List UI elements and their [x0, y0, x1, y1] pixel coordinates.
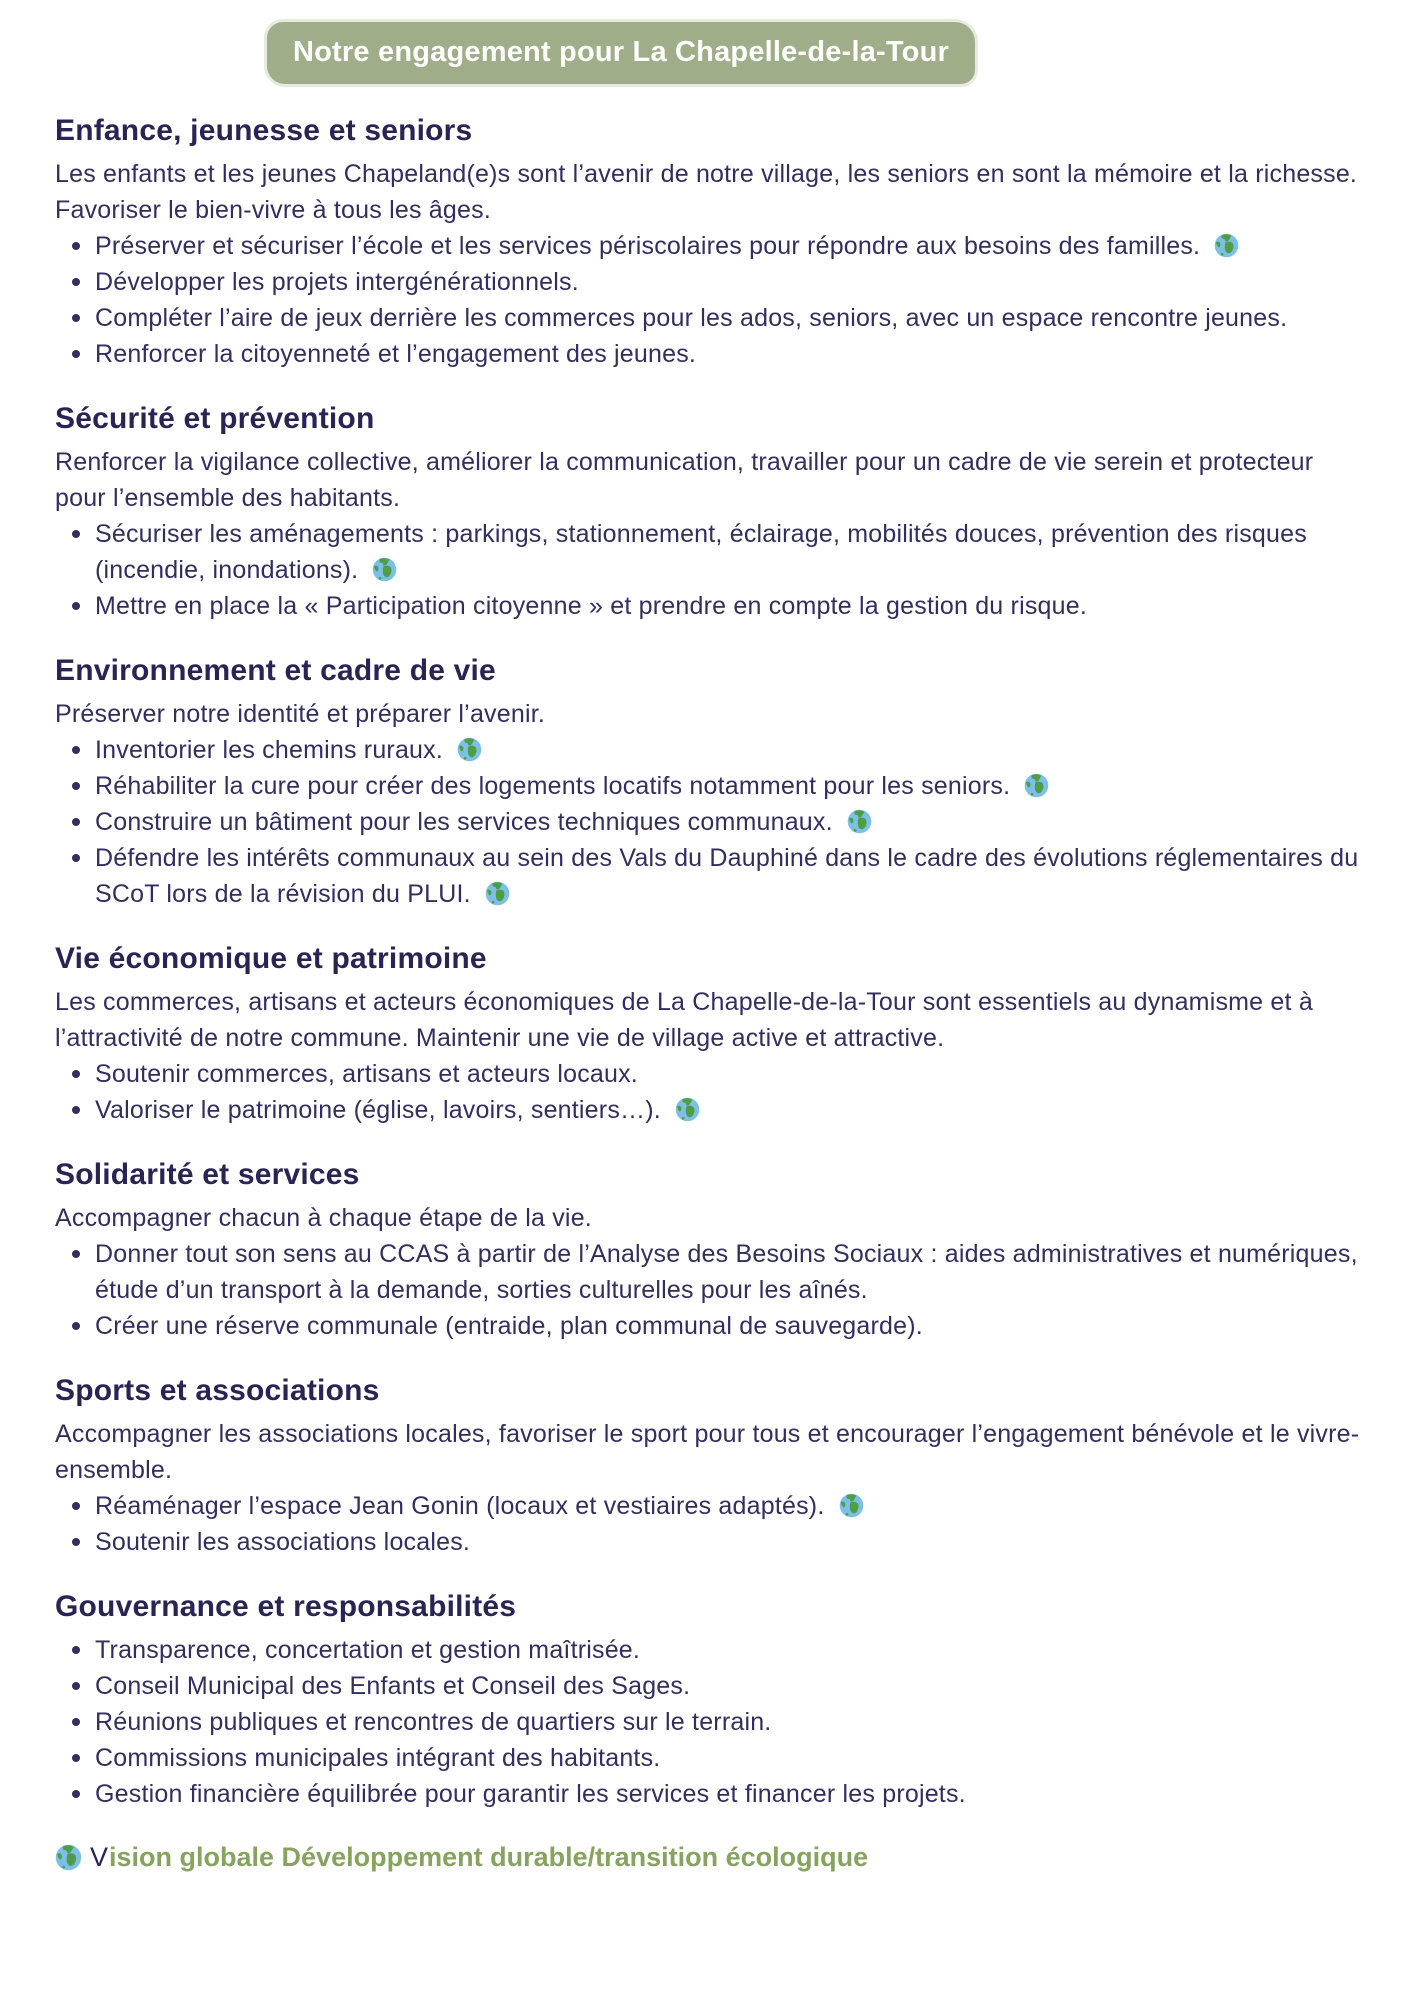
- list-item: [95, 840, 1364, 912]
- section: [55, 942, 1364, 1128]
- list-item: [95, 516, 1364, 588]
- section-intro: Les commerces, artisans et acteurs économiques de La Chapelle-de-la-Tour sont essentiels au dynamisme et à l’attractivité de notre commune. Maintenir une vie de village active et attractive.: [55, 988, 1313, 1052]
- list-item-text: Mettre en place la « Participation citoyenne » et prendre en compte la gestion du risque.: [95, 592, 1087, 620]
- list-item: [95, 228, 1364, 264]
- sections-container: [55, 114, 1364, 1812]
- section-intro: Accompagner chacun à chaque étape de la vie.: [55, 1204, 592, 1232]
- list-item-text: Conseil Municipal des Enfants et Conseil des Sages.: [95, 1672, 691, 1700]
- list-item-text: Soutenir commerces, artisans et acteurs locaux.: [95, 1060, 638, 1088]
- globe-icon: [372, 557, 397, 582]
- globe-icon: [457, 737, 482, 762]
- section: [55, 654, 1364, 912]
- section-title: Environnement et cadre de vie: [55, 654, 496, 687]
- section-bullet-list: [55, 1488, 1364, 1560]
- section-bullet-list: [55, 1632, 1364, 1812]
- globe-icon: [675, 1097, 700, 1122]
- section: [55, 1590, 1364, 1812]
- list-item-text: Réunions publiques et rencontres de quartiers sur le terrain.: [95, 1708, 772, 1736]
- globe-icon: [1024, 773, 1049, 798]
- list-item: [95, 1740, 1364, 1776]
- list-item-text: Compléter l’aire de jeux derrière les commerces pour les ados, seniors, avec un espace rencontre jeunes.: [95, 304, 1288, 332]
- section-intro: Les enfants et les jeunes Chapeland(e)s sont l’avenir de notre village, les seniors en sont la mémoire et la richesse. Favoriser le bien-vivre à tous les âges.: [55, 160, 1358, 224]
- list-item: [95, 1524, 1364, 1560]
- list-item-text: Défendre les intérêts communaux au sein des Vals du Dauphiné dans le cadre des évolutions réglementaires du SCoT lors de la révision du PLUI.: [95, 844, 1359, 908]
- list-item-text: Sécuriser les aménagements : parkings, stationnement, éclairage, mobilités douces, prévention des risques (incendie, inondations).: [95, 520, 1307, 584]
- list-item: [95, 336, 1364, 372]
- section-intro: Préserver notre identité et préparer l’avenir.: [55, 700, 545, 728]
- section-title: Gouvernance et responsabilités: [55, 1590, 517, 1623]
- list-item: [95, 1632, 1364, 1668]
- globe-icon: [839, 1493, 864, 1518]
- list-item-text: Renforcer la citoyenneté et l’engagement des jeunes.: [95, 340, 697, 368]
- list-item-text: Réhabiliter la cure pour créer des logements locatifs notamment pour les seniors.: [95, 772, 1011, 800]
- list-item: [95, 768, 1364, 804]
- list-item-text: Gestion financière équilibrée pour garantir les services et financer les projets.: [95, 1780, 966, 1808]
- section-bullet-list: [55, 516, 1364, 624]
- section-intro: Renforcer la vigilance collective, améliorer la communication, travailler pour un cadre de vie serein et protecteur pour l’ensemble des habitants.: [55, 448, 1314, 512]
- list-item: [95, 588, 1364, 624]
- list-item: [95, 1776, 1364, 1812]
- section: [55, 1158, 1364, 1344]
- section-intro: Accompagner les associations locales, favoriser le sport pour tous et encourager l’engagement bénévole et le vivre-ensemble.: [55, 1420, 1360, 1484]
- list-item: [95, 264, 1364, 300]
- list-item-text: Créer une réserve communale (entraide, plan communal de sauvegarde).: [95, 1312, 923, 1340]
- section-bullet-list: [55, 1056, 1364, 1128]
- section-title: Vie économique et patrimoine: [55, 942, 487, 975]
- section-title: Sécurité et prévention: [55, 402, 375, 435]
- footer-legend: [55, 1842, 1364, 1873]
- footer-legend-initial: V: [90, 1842, 109, 1872]
- section-bullet-list: [55, 732, 1364, 912]
- list-item-text: Développer les projets intergénérationnels.: [95, 268, 579, 296]
- page-title-badge: Notre engagement pour La Chapelle-de-la-Tour: [267, 22, 975, 84]
- list-item: [95, 1488, 1364, 1524]
- list-item-text: Construire un bâtiment pour les services techniques communaux.: [95, 808, 833, 836]
- globe-icon: [55, 1844, 82, 1871]
- list-item: [95, 1236, 1364, 1308]
- list-item: [95, 1092, 1364, 1128]
- list-item-text: Inventorier les chemins ruraux.: [95, 736, 444, 764]
- list-item: [95, 1308, 1364, 1344]
- section-title: Sports et associations: [55, 1374, 380, 1407]
- section-title: Enfance, jeunesse et seniors: [55, 114, 473, 147]
- section-bullet-list: [55, 1236, 1364, 1344]
- list-item-text: Donner tout son sens au CCAS à partir de l’Analyse des Besoins Sociaux : aides administratives et numériques, étude d’un transport à la demande, sorties culturelles pour les aînés.: [95, 1240, 1358, 1304]
- globe-icon: [485, 881, 510, 906]
- list-item-text: Préserver et sécuriser l’école et les services périscolaires pour répondre aux besoins des familles.: [95, 232, 1201, 260]
- section: [55, 1374, 1364, 1560]
- list-item-text: Soutenir les associations locales.: [95, 1528, 471, 1556]
- list-item: [95, 1056, 1364, 1092]
- list-item: [95, 300, 1364, 336]
- globe-icon: [1214, 233, 1239, 258]
- list-item: [95, 732, 1364, 768]
- section: [55, 402, 1364, 624]
- section-title: Solidarité et services: [55, 1158, 360, 1191]
- list-item: [95, 1668, 1364, 1704]
- list-item: [95, 1704, 1364, 1740]
- globe-icon: [847, 809, 872, 834]
- list-item-text: Commissions municipales intégrant des habitants.: [95, 1744, 661, 1772]
- footer-legend-label: ision globale Développement durable/transition écologique: [109, 1842, 869, 1872]
- list-item-text: Valoriser le patrimoine (église, lavoirs, sentiers…).: [95, 1096, 661, 1124]
- list-item-text: Réaménager l’espace Jean Gonin (locaux et vestiaires adaptés).: [95, 1492, 825, 1520]
- section: [55, 114, 1364, 372]
- list-item: [95, 804, 1364, 840]
- list-item-text: Transparence, concertation et gestion maîtrisée.: [95, 1636, 641, 1664]
- section-bullet-list: [55, 228, 1364, 372]
